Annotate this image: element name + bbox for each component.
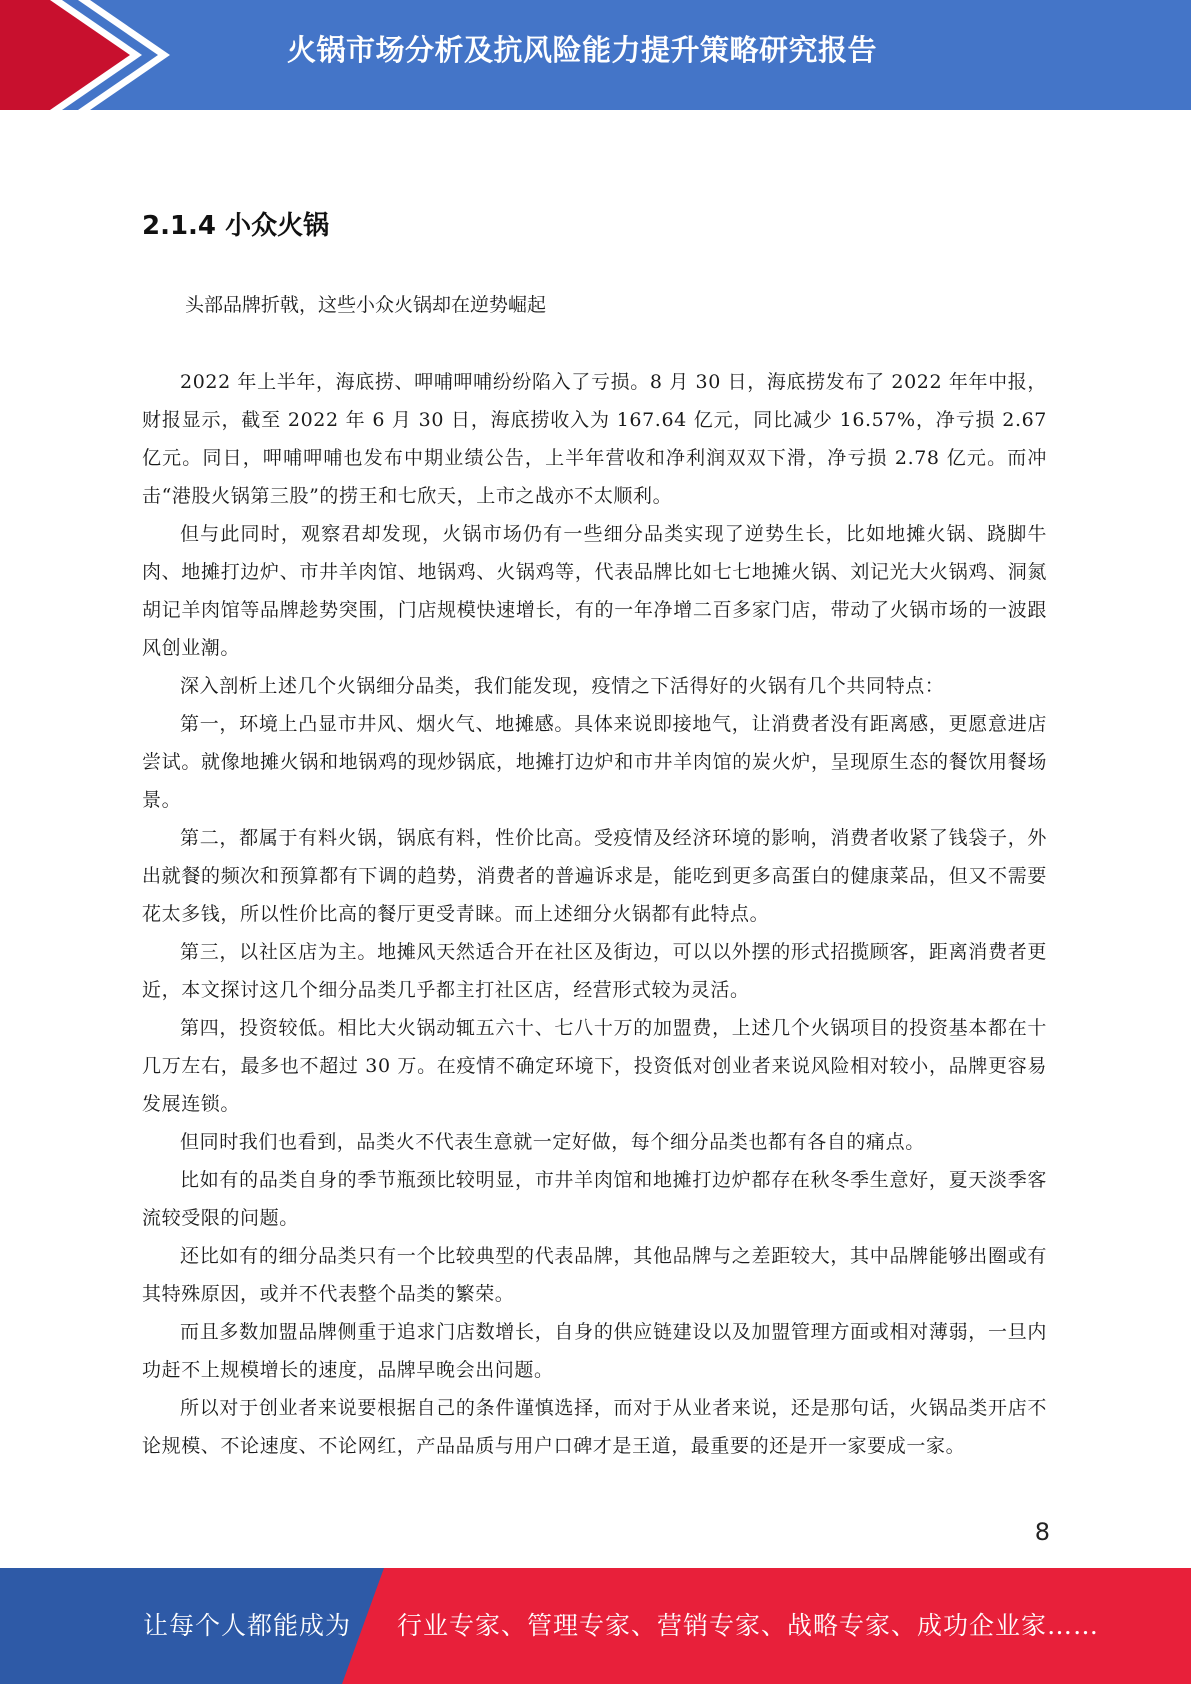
body-text	[142, 363, 1047, 1465]
footer-slogan-left: 让每个人都能成为	[143, 1611, 352, 1640]
footer-banner	[0, 1568, 1191, 1684]
footer-slogan-right: 行业专家、管理专家、营销专家、战略专家、成功企业家……	[397, 1611, 1100, 1640]
paragraph: 还比如有的细分品类只有一个比较典型的代表品牌，其他品牌与之差距较大，其中品牌能够出圈或有其特殊原因，或并不代表整个品类的繁荣。	[142, 1245, 1047, 1305]
page-number: 8	[1034, 1518, 1050, 1546]
header-banner	[0, 0, 1191, 110]
paragraph: 第一，环境上凸显市井风、烟火气、地摊感。具体来说即接地气，让消费者没有距离感，更愿意进店尝试。就像地摊火锅和地锅鸡的现炒锅底，地摊打边炉和市井羊肉馆的炭火炉，呈现原生态的餐饮用餐场景。	[142, 713, 1047, 811]
paragraph: 而且多数加盟品牌侧重于追求门店数增长，自身的供应链建设以及加盟管理方面或相对薄弱，一旦内功赶不上规模增长的速度，品牌早晚会出问题。	[142, 1321, 1047, 1381]
paragraph: 所以对于创业者来说要根据自己的条件谨慎选择，而对于从业者来说，还是那句话，火锅品类开店不论规模、不论速度、不论网红，产品品质与用户口碑才是王道，最重要的还是开一家要成一家。	[142, 1397, 1047, 1457]
paragraph: 第三，以社区店为主。地摊风天然适合开在社区及街边，可以以外摆的形式招揽顾客，距离消费者更近，本文探讨这几个细分品类几乎都主打社区店，经营形式较为灵活。	[142, 941, 1047, 1001]
paragraph: 第四，投资较低。相比大火锅动辄五六十、七八十万的加盟费，上述几个火锅项目的投资基本都在十几万左右，最多也不超过 30 万。在疫情不确定环境下，投资低对创业者来说风险相对较小，品牌更容易发展连锁。	[142, 1017, 1047, 1115]
section-subtitle: 头部品牌折戟，这些小众火锅却在逆势崛起	[185, 294, 547, 316]
paragraph: 比如有的品类自身的季节瓶颈比较明显，市井羊肉馆和地摊打边炉都存在秋冬季生意好，夏天淡季客流较受限的问题。	[142, 1169, 1047, 1229]
paragraph: 深入剖析上述几个火锅细分品类，我们能发现，疫情之下活得好的火锅有几个共同特点：	[180, 675, 945, 697]
paragraph: 但与此同时，观察君却发现，火锅市场仍有一些细分品类实现了逆势生长，比如地摊火锅、跷脚牛肉、地摊打边炉、市井羊肉馆、地锅鸡、火锅鸡等，代表品牌比如七七地摊火锅、刘记光大火锅鸡、洞氮胡记羊肉馆等品牌趁势突围，门店规模快速增长，有的一年净增二百多家门店，带动了火锅市场的一波跟风创业潮。	[142, 523, 1047, 659]
section-heading: 2.1.4 小众火锅	[142, 211, 330, 241]
paragraph: 2022 年上半年，海底捞、呷哺呷哺纷纷陷入了亏损。8 月 30 日，海底捞发布了 2022 年年中报，财报显示，截至 2022 年 6 月 30 日，海底捞收入为 167.64 亿元，同比减少 16.57%，净亏损 2.67 亿元。同日，呷哺呷哺也发布中期业绩公告，上半年营收和净利润双双下滑，净亏损 2.78 亿元。而冲击“港股火锅第三股”的捞王和七欣天，上市之战亦不太顺利。	[142, 371, 1047, 507]
document-title: 火锅市场分析及抗风险能力提升策略研究报告	[287, 33, 878, 67]
paragraph: 但同时我们也看到，品类火不代表生意就一定好做，每个细分品类也都有各自的痛点。	[180, 1131, 925, 1153]
paragraph: 第二，都属于有料火锅，锅底有料，性价比高。受疫情及经济环境的影响，消费者收紧了钱袋子，外出就餐的频次和预算都有下调的趋势，消费者的普遍诉求是，能吃到更多高蛋白的健康菜品，但又不需要花太多钱，所以性价比高的餐厅更受青睐。而上述细分火锅都有此特点。	[142, 827, 1047, 925]
